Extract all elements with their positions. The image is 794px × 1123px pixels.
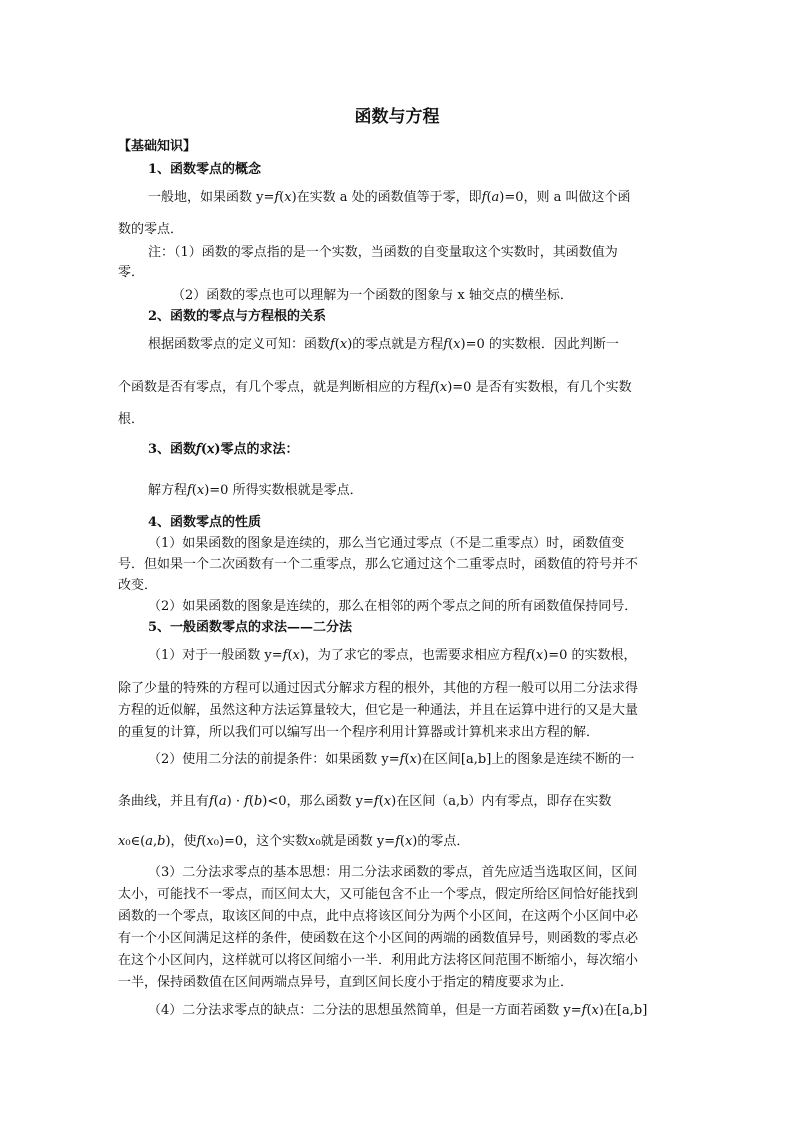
paragraph-line: （2）如果函数的图象是连续的，那么在相邻的两个零点之间的所有函数值保持同号． (148, 599, 638, 614)
paragraph-line: 条曲线，并且有𝑓(𝑎) · 𝑓(𝑏)<0，那么函数 y=𝑓(𝑥)在区间（a,b）内有零点，即存在实数 (118, 794, 612, 809)
paragraph-line: 𝑥₀∈(𝑎,𝑏)，使𝑓(𝑥₀)=0，这个实数𝑥₀就是函数 y=𝑓(𝑥)的零点． (118, 834, 470, 849)
paragraph-line: （2）使用二分法的前提条件：如果函数 y=𝑓(𝑥)在区间[a,b]上的图象是连续不断的一 (148, 752, 635, 767)
note-line: （2）函数的零点也可以理解为一个函数的图象与 x 轴交点的横坐标． (172, 288, 573, 303)
paragraph-line: （3）二分法求零点的基本思想：用二分法求函数的零点，首先应适当选取区间，区间 (148, 865, 638, 880)
paragraph-line: 一般地，如果函数 y=𝑓(𝑥)在实数 a 处的函数值等于零，即𝑓(𝑎)=0，则 a 叫做这个函 (148, 190, 631, 205)
section-4-title: 4、函数零点的性质 (148, 515, 262, 530)
paragraph-line: （1）对于一般函数 y=𝑓(𝑥)，为了求它的零点，也需要求相应方程𝑓(𝑥)=0 的实数根， (148, 648, 637, 663)
paragraph-line: （4）二分法求零点的缺点：二分法的思想虽然简单，但是一方面若函数 y=𝑓(𝑥)在[a,b] (148, 1003, 648, 1018)
paragraph-line: 一半，保持函数值在区间两端点异号，直到区间长度小于指定的精度要求为止． (118, 975, 574, 990)
section-2-title: 2、函数的零点与方程根的关系 (148, 309, 327, 324)
section-1-title: 1、函数零点的概念 (148, 162, 262, 177)
paragraph-line: 数的零点． (118, 222, 184, 237)
note-line: 注：（1）函数的零点指的是一个实数，当函数的自变量取这个实数时，其函数值为 (148, 245, 618, 260)
paragraph-line: 有一个小区间满足这样的条件，使函数在这个小区间的两端的函数值异号，则函数的零点必 (118, 931, 639, 946)
note-line: 零． (118, 265, 145, 280)
paragraph-line: 号．但如果一个二次函数有一个二重零点，那么它通过这个二重零点时，函数值的符号并不 (118, 557, 639, 572)
paragraph-line: 改变． (118, 578, 158, 593)
paragraph-line: 在这个小区间内，这样就可以将区间缩小一半．利用此方法将区间范围不断缩小，每次缩小 (118, 953, 639, 968)
paragraph-line: 解方程𝑓(𝑥)=0 所得实数根就是零点． (148, 483, 363, 498)
paragraph-line: 根据函数零点的定义可知：函数𝑓(𝑥)的零点就是方程𝑓(𝑥)=0 的实数根．因此判断一 (148, 337, 619, 352)
section-heading-basics: 【基础知识】 (118, 139, 197, 154)
paragraph-line: 太小，可能找不一零点，而区间太大，又可能包含不止一个零点，假定所给区间恰好能找到 (118, 887, 639, 902)
paragraph-line: （1）如果函数的图象是连续的，那么当它通过零点（不是二重零点）时，函数值变 (148, 536, 625, 551)
page-title: 函数与方程 (354, 107, 440, 127)
paragraph-line: 方程的近似解，虽然这种方法运算量较大，但它是一种通法，并且在运算中进行的又是大量 (118, 703, 639, 718)
paragraph-line: 除了少量的特殊的方程可以通过因式分解求方程的根外，其他的方程一般可以用二分法求得 (118, 681, 639, 696)
section-3-title: 3、函数𝑓(𝑥)零点的求法： (148, 442, 299, 457)
paragraph-line: 的重复的计算，所以我们可以编写出一个程序利用计算器或计算机来求出方程的解． (118, 725, 600, 740)
paragraph-line: 函数的一个零点，取该区间的中点，此中点将该区间分为两个小区间，在这两个小区间中必 (118, 909, 639, 924)
paragraph-line: 个函数是否有零点，有几个零点，就是判断相应的方程𝑓(𝑥)=0 是否有实数根，有几个实数 (118, 380, 632, 395)
section-5-title: 5、一般函数零点的求法——二分法 (148, 620, 353, 635)
paragraph-line: 根． (118, 412, 145, 427)
